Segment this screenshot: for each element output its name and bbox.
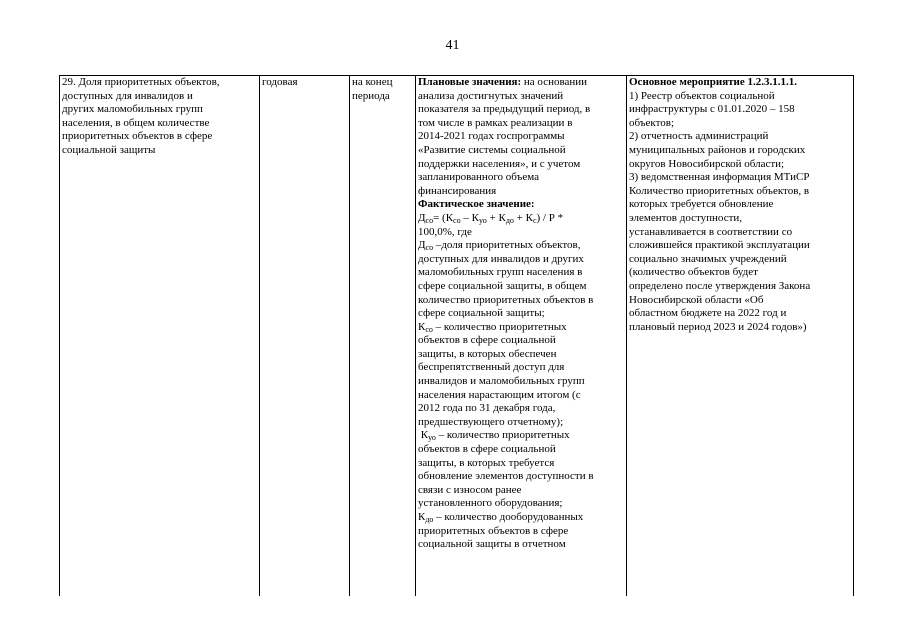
source-line: 2) отчетность администраций — [629, 130, 769, 143]
method-line: предшествующего отчетному); — [418, 415, 564, 428]
indicator-table — [59, 75, 854, 596]
method-line: объектов в сфере социальной — [418, 334, 556, 347]
method-line: защиты, в которых требуется — [418, 456, 555, 469]
source-line: инфраструктуры с 01.01.2020 – 158 — [629, 103, 795, 116]
definition-kco-first — [418, 321, 624, 335]
method-line: маломобильных групп населения в — [418, 266, 583, 279]
periodicity-cell — [260, 76, 350, 597]
definition-symbol: Д — [418, 239, 426, 252]
definition-subscript: уо — [428, 433, 436, 443]
source-line: которых требуется обновление — [629, 198, 774, 211]
source-line: устанавливается в соответствии со — [629, 225, 793, 238]
definition-subscript: со — [425, 243, 434, 253]
formula-part: ) / Р * — [536, 211, 564, 224]
page-number: 41 — [445, 38, 460, 53]
source-line: муниципальных районов и городских — [629, 143, 806, 156]
method-line: связи с износом ранее — [418, 483, 522, 496]
planned-values-label: Плановые значения: — [418, 76, 522, 88]
method-line: объектов в сфере социальной — [418, 443, 556, 456]
formula-part: + К — [513, 211, 533, 224]
method-line: том числе в рамках реализации в — [418, 116, 573, 129]
source-line: областном бюджете на 2022 год и — [629, 307, 787, 320]
definition-text: – количество приоритетных — [435, 429, 570, 442]
method-line: инвалидов и маломобильных групп — [418, 375, 585, 388]
indicator-name-line: доступных для инвалидов и — [62, 89, 193, 102]
method-cell — [416, 76, 627, 597]
method-line: сфере социальной защиты, в общем — [418, 279, 587, 292]
definition-subscript: до — [425, 515, 434, 524]
planned-values-text: на основании — [521, 76, 588, 88]
method-line: беспрепятственный доступ для — [418, 361, 565, 374]
method-line: финансирования — [418, 184, 497, 197]
definition-text: – количество приоритетных — [432, 320, 567, 333]
source-line: Количество приоритетных объектов, в — [629, 184, 810, 197]
definition-subscript: со — [425, 324, 433, 334]
definition-text: –доля приоритетных объектов, — [433, 239, 581, 252]
method-line: доступных для инвалидов и других — [418, 252, 584, 265]
source-line: округов Новосибирской области; — [629, 157, 785, 170]
timing-line: на конец — [352, 76, 393, 88]
method-line: анализа достигнутых значений — [418, 89, 564, 102]
indicator-name-line: населения, в общем количестве — [62, 116, 210, 129]
method-line: установленного оборудования; — [418, 497, 563, 510]
formula-subscript: уо — [478, 215, 487, 225]
formula-subscript: со — [453, 215, 461, 225]
definition-text: – количество дооборудованных — [433, 511, 584, 523]
table-row — [60, 76, 854, 597]
source-line: 1) Реестр объектов социальной — [629, 89, 775, 102]
source-line: социально значимых учреждений — [629, 252, 787, 265]
formula-subscript: до — [505, 215, 514, 225]
formula-part: = (К — [433, 211, 454, 224]
formula-part: + К — [486, 211, 506, 224]
method-line: населения нарастающим итогом (с — [418, 388, 581, 401]
actual-value-label: Фактическое значение: — [418, 198, 535, 211]
method-line: обновление элементов доступности в — [418, 470, 594, 483]
source-title: Основное мероприятие 1.2.3.1.1.1. — [629, 76, 798, 88]
source-line: 3) ведомственная информация МТиСР — [629, 171, 810, 184]
method-line: защиты, в которых обеспечен — [418, 347, 557, 360]
formula-subscript: со — [425, 215, 434, 225]
source-line: плановый период 2023 и 2024 годов») — [629, 320, 807, 333]
method-line: сфере социальной защиты; — [418, 307, 545, 320]
definition-d-first — [418, 239, 624, 253]
method-line: 2012 года по 31 декабря года, — [418, 402, 556, 415]
indicator-name-line: других маломобильных групп — [62, 103, 203, 116]
method-line: количество приоритетных объектов в — [418, 293, 594, 306]
indicator-name-cell — [60, 76, 260, 597]
indicator-name-line: социальной защиты — [62, 143, 156, 156]
formula-line: 100,0%, где — [418, 225, 472, 238]
source-line: (количество объектов будет — [629, 266, 758, 279]
timing-line: периода — [352, 89, 390, 102]
formula-subscript: с — [532, 215, 537, 225]
formula — [418, 212, 624, 226]
method-line: запланированного объема — [418, 171, 539, 184]
method-line: приоритетных объектов в сфере — [418, 524, 569, 537]
planned-values-line — [418, 76, 624, 90]
method-line: «Развитие системы социальной — [418, 143, 566, 156]
source-line: элементов доступности, — [629, 211, 743, 224]
source-line: сложившейся практикой эксплуатации — [629, 239, 810, 252]
method-line: поддержки населения», и с учетом — [418, 157, 581, 170]
method-line: 2014-2021 годах госпрограммы — [418, 130, 565, 143]
indicator-name-line: 29. Доля приоритетных объектов, — [62, 76, 220, 88]
definition-symbol: К — [418, 320, 426, 333]
definition-kdo-first — [418, 511, 624, 525]
indicator-name-line: приоритетных объектов в сфере — [62, 130, 213, 143]
timing-cell — [350, 76, 416, 597]
formula-part: – К — [460, 211, 479, 224]
periodicity-text: годовая — [262, 76, 298, 88]
formula-symbol: Д — [418, 211, 426, 224]
definition-symbol: К — [418, 511, 426, 523]
source-line: объектов; — [629, 116, 675, 129]
method-line: показателя за предыдущий период, в — [418, 103, 591, 116]
source-cell — [627, 76, 854, 597]
source-line: Новосибирской области «Об — [629, 293, 764, 306]
method-line: социальной защиты в отчетном — [418, 538, 566, 551]
definition-kuo-first — [418, 429, 624, 443]
source-line: определено после утверждения Закона — [629, 279, 811, 292]
definition-symbol: К — [420, 429, 429, 442]
